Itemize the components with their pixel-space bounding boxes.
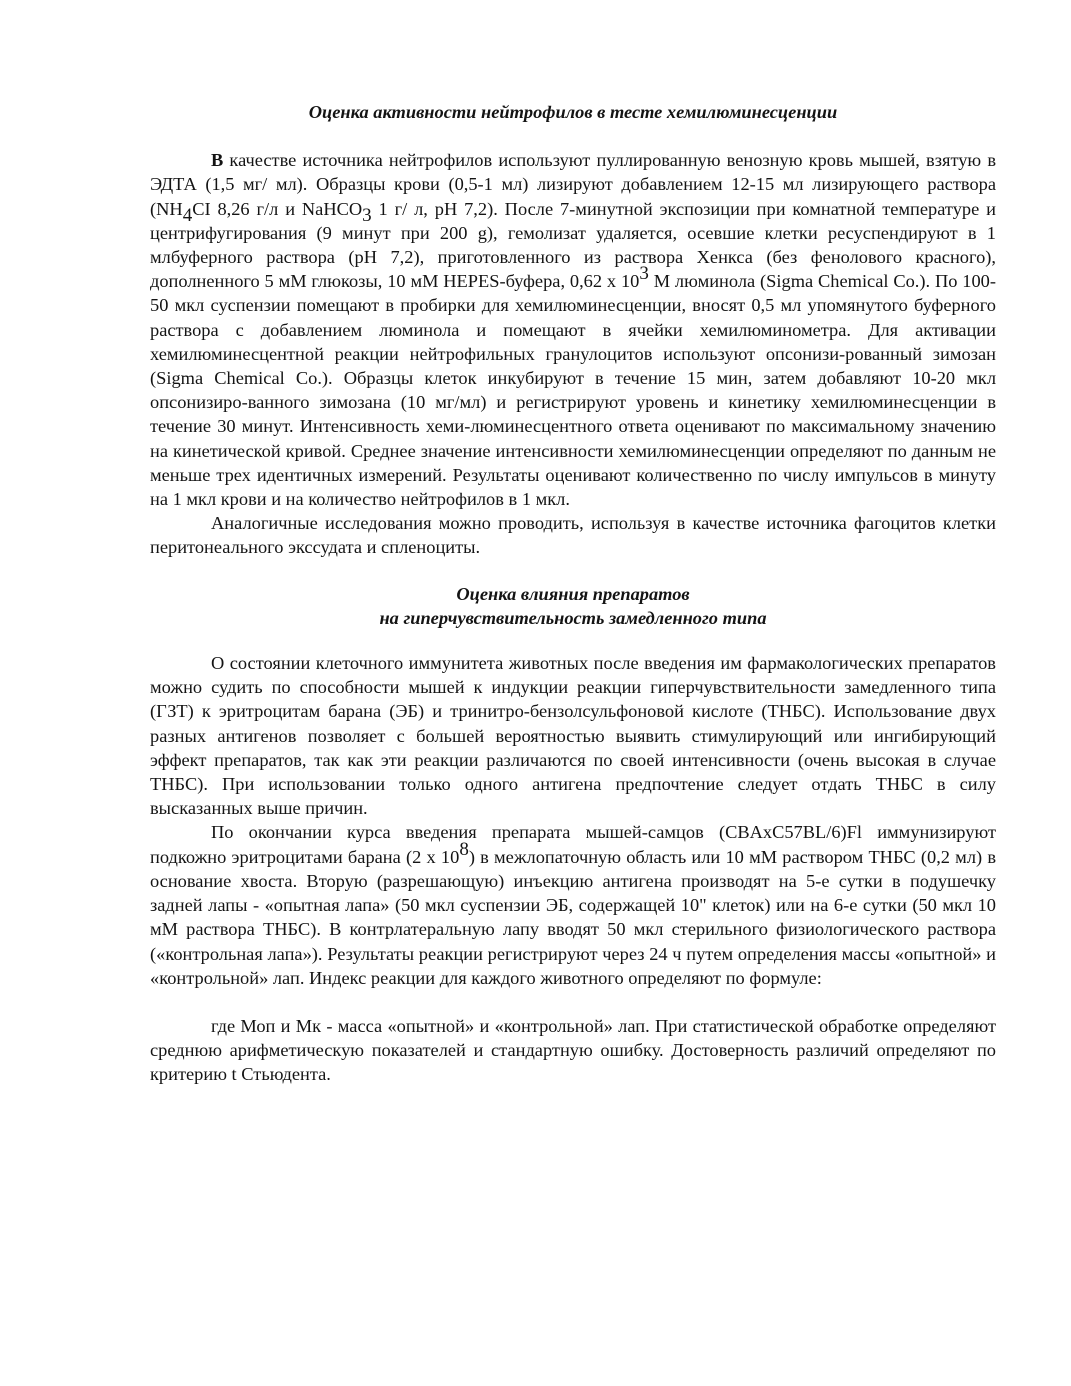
text-run: CI 8,26 г/л и NaHCO <box>192 198 363 219</box>
subscript: 4 <box>182 204 193 226</box>
paragraph-immunization-protocol <box>150 820 996 989</box>
text-run: качестве источника нейтрофилов используют пуллированную венозную кровь мышей, взятую в ЭДТА (1,5 мг/ мл). Образцы крови (0,5-1 мл) лизируют добавлением 12-15 мл лизирующего раствора (NH <box>150 150 996 219</box>
paragraph-lead-letter: В <box>211 150 224 171</box>
superscript: 3 <box>639 263 649 285</box>
text-run: 1 г/ л, pH 7,2). После 7-минутной экспозиции при комнатной температуре и центрифугирования (9 минут при 200 g), гемолизат удаляется, осевшие клетки ресуспендируют в 1 млбуферного раствора (pH 7,2), приготовленного из раствора Хенкса (без фенолового красного), дополненного 5 мМ глюкозы, 10 мМ HEPES-буфера, 0,62 х 10 <box>150 198 996 292</box>
text-run: М люминола (Sigma Chemical Co.). По 100-50 мкл суспензии помещают в пробирки для хемилюминесценции, вносят 0,5 мл упомянутого буферного раствора с добавлением люминола и помещают в ячейки хемилюминометра. Для активации хемилюминесцентной реакции нейтрофильных гранулоцитов используют опсонизи-рованный зимозан (Sigma Chemical Co.). Образцы клеток инкубируют в течение 15 мин, затем добавляют 10-20 мкл опсонизиро-ванного зимозана (10 мг/мл) и регистрируют уровень и кинетику хемилюминесценции в течение 30 минут. Интенсивность хеми-люминесцентного ответа оценивают по максимальному значению на кинетической кривой. Среднее значение интенсивности хемилюминесценции определяют по данным не меньше трех идентичных измерений. Результаты оценивают количественно по числу импульсов в минуту на 1 мкл крови и на количество нейтрофилов в 1 мкл. <box>150 271 996 510</box>
paragraph-neutrophil-source <box>150 148 996 511</box>
section-title-chemiluminescence: Оценка активности нейтрофилов в тесте хемилюминесценции <box>308 102 838 122</box>
paragraph-statistics: где Моп и Мк - масса «опытной» и «контрольной» лап. При статистической обработке определяют среднюю арифметическую показателей и стандартную ошибку. Достоверность различий определяют по критерию t Стьюдента. <box>150 1015 996 1085</box>
text-run: По окончании курса введения препарата мышей-самцов (CBAxC57BL/6)Fl иммунизируют подкожно эритроцитами барана (2 х 10 <box>150 822 996 867</box>
paragraph-cellular-immunity: О состоянии клеточного иммунитета животных после введения им фармакологических препаратов можно судить по способности мышей к индукции реакции гиперчувствительности замедленного типа (ГЗТ) к эритроцитам барана (ЭБ) и тринитро-бензолсульфоновой кислоте (ТНБС). Использование двух разных антигенов позволяет с большей вероятностью выявить стимулирующий или ингибирующий эффект препаратов, так как эти реакции различаются по своей интенсивности (очень высокая в случае ТНБС). При использовании только одного антигена предпочтение следует отдать ТНБС в силу высказанных выше причин. <box>150 653 996 819</box>
subscript: 3 <box>362 204 372 226</box>
section-title-dth <box>150 582 996 630</box>
document-page <box>150 100 996 1087</box>
formula-placeholder <box>150 990 996 1014</box>
paragraph-analogous-studies: Аналогичные исследования можно проводить, используя в качестве источника фагоцитов клетки перитонеального экссудата и спленоциты. <box>150 513 996 558</box>
section-title-line: на гиперчувствительность замедленного типа <box>379 607 767 628</box>
text-run: ) в межлопаточную область или 10 мМ раствором ТНБС (0,2 мл) в основание хвоста. Вторую (разрешающую) инъекцию антигена производят на 5-е сутки в подушечку задней лапы - «опытная лапа» (50 мкл суспензии ЭБ, содержащей 10" клеток) или на 6-е сутки (50 мкл 10 мМ раствора ТНБС). В контрлатеральную лапу вводят 50 мкл стерильного физиологического раствора («контрольная лапа»). Результаты реакции регистрируют через 24 ч путем определения массы «опытной» и «контрольной» лап. Индекс реакции для каждого животного определяют по формуле: <box>150 846 997 988</box>
superscript: 8 <box>459 838 469 860</box>
section-title-line: Оценка влияния препаратов <box>456 583 690 604</box>
